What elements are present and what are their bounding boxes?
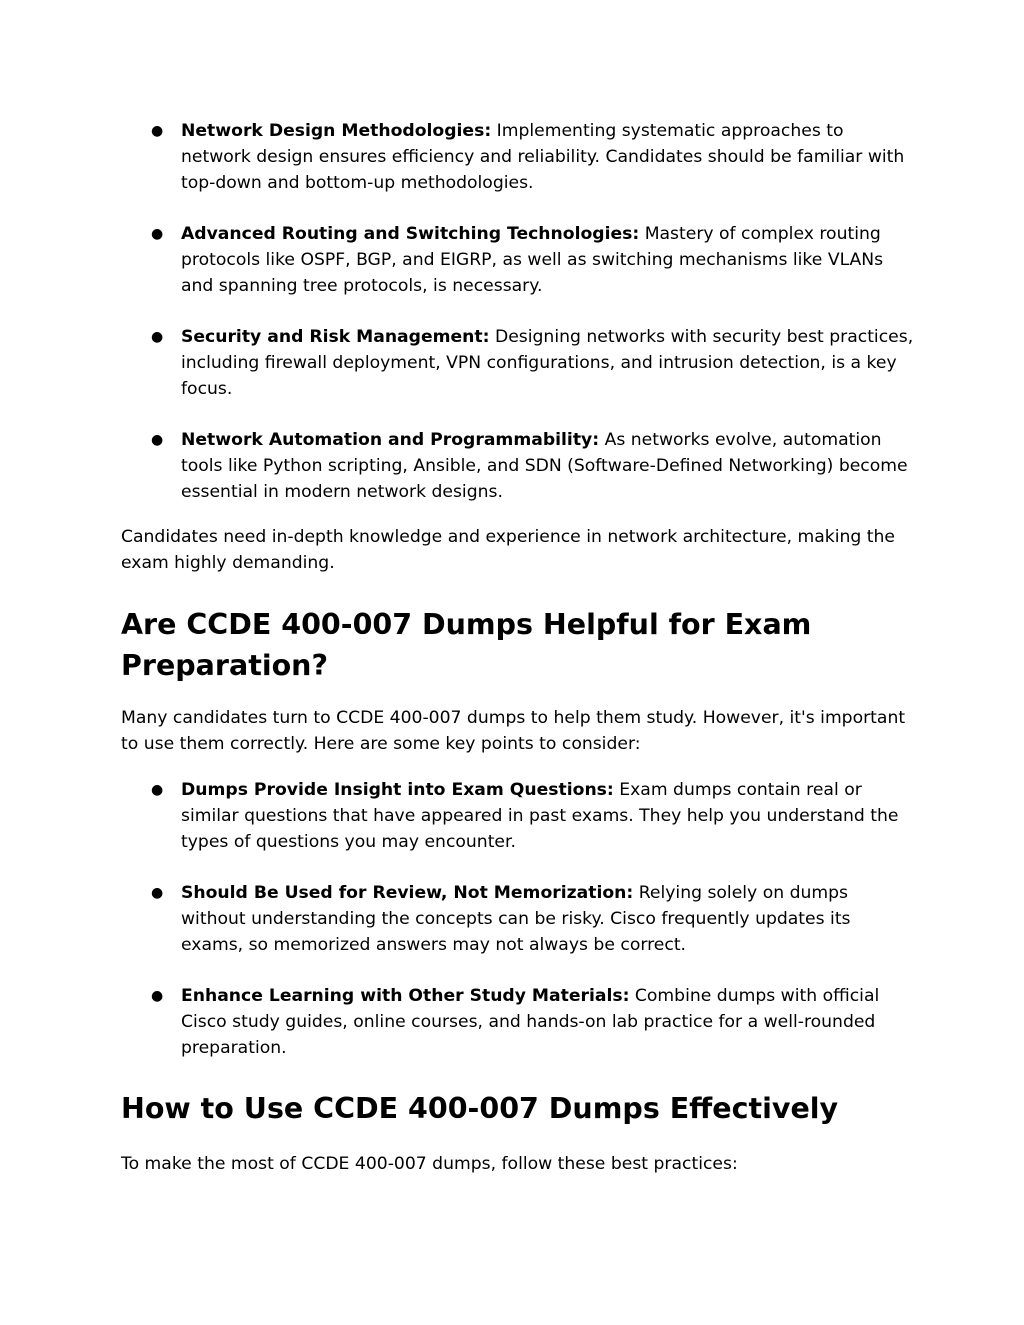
bullet-description: Mastery of complex routing protocols like OSPF, BGP, and EIGRP, as well as switching mechanisms like VLANs and spanning tree protocols, is necessary. (181, 224, 884, 296)
bullet-icon: ● (151, 432, 164, 449)
section-heading: How to Use CCDE 400-007 Dumps Effectively (121, 1092, 839, 1125)
bullet-term: Security and Risk Management: (181, 327, 490, 348)
bullet-term: Should Be Used for Review, Not Memorization: (181, 883, 634, 904)
bullet-description: Implementing systematic approaches to network design ensures efficiency and reliability. Candidates should be familiar with top-down and bottom-up methodologies. (181, 121, 905, 193)
bullet-term: Network Automation and Programmability: (181, 430, 600, 451)
bullet-term: Dumps Provide Insight into Exam Questions: (181, 780, 614, 800)
bullet-term: Network Design Methodologies: (181, 121, 492, 141)
bullet-icon: ● (151, 782, 164, 798)
list-item (0, 222, 1024, 299)
paragraph-section (0, 525, 1024, 577)
bullet-list-dumps-points (0, 778, 1024, 1062)
heading-section (0, 1089, 1024, 1130)
bullet-description: Combine dumps with official Cisco study guides, online courses, and hands-on lab practice for a well-rounded preparation. (181, 986, 880, 1058)
paragraph-section (0, 706, 1024, 758)
list-item (0, 881, 1024, 958)
bullet-icon: ● (151, 988, 164, 1005)
bullet-icon: ● (151, 226, 164, 243)
bullet-term: Advanced Routing and Switching Technologies: (181, 224, 640, 245)
list-item (0, 984, 1024, 1061)
body-paragraph: Many candidates turn to CCDE 400-007 dumps to help them study. However, it's important to use them correctly. Here are some key points to consider: (121, 708, 906, 754)
bullet-list-exam-topics (0, 119, 1024, 506)
section-heading: Are CCDE 400-007 Dumps Helpful for Exam Preparation? (121, 608, 812, 682)
bullet-description: Designing networks with security best practices, including firewall deployment, VPN configurations, and intrusion detection, is a key focus. (181, 327, 914, 399)
bullet-description: Exam dumps contain real or similar questions that have appeared in past exams. They help you understand the types of questions you may encounter. (181, 780, 899, 852)
heading-section (0, 605, 1024, 686)
bullet-term: Enhance Learning with Other Study Materials: (181, 986, 630, 1007)
list-item (0, 119, 1024, 196)
bullet-description: Relying solely on dumps without understanding the concepts can be risky. Cisco frequently updates its exams, so memorized answers may not always be correct. (181, 883, 851, 955)
bullet-icon: ● (151, 123, 164, 139)
paragraph-section (0, 1152, 1024, 1178)
list-item (0, 778, 1024, 855)
bullet-icon: ● (151, 329, 164, 346)
body-paragraph: Candidates need in-depth knowledge and experience in network architecture, making the exam highly demanding. (121, 527, 896, 573)
body-paragraph: To make the most of CCDE 400-007 dumps, follow these best practices: (121, 1154, 738, 1174)
bullet-description: As networks evolve, automation tools like Python scripting, Ansible, and SDN (Software-Defined Networking) become essential in modern network designs. (181, 430, 908, 502)
list-item (0, 325, 1024, 402)
bullet-icon: ● (151, 885, 164, 902)
list-item (0, 428, 1024, 505)
